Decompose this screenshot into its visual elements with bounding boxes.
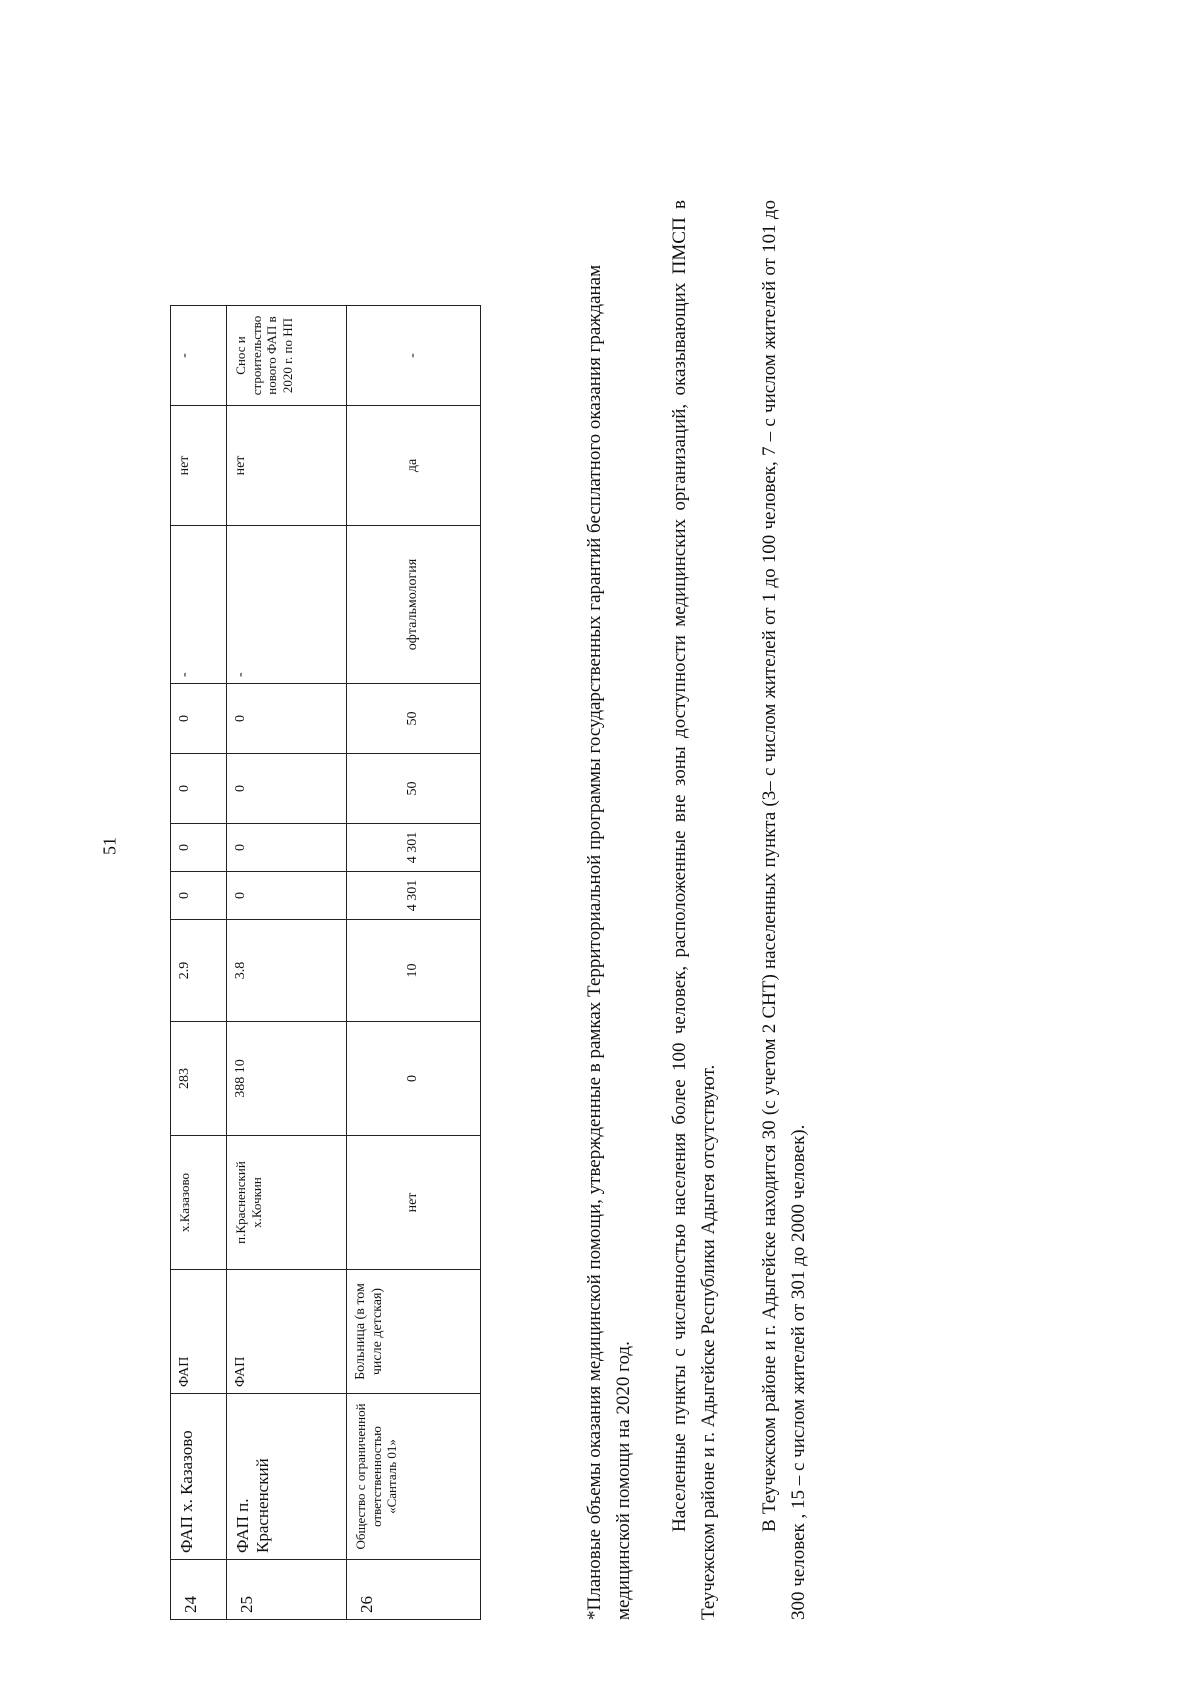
paragraph-zones: Населенные пункты с численностью населения более 100 человек, расположенные вне зоны доступности медицинских организаций, оказывающих ПМСП в Теучежском районе и г. Адыгейске Республики Адыгея отсутствуют. [669, 200, 720, 1620]
value-4: 0 [227, 684, 347, 754]
paragraph-settlements: В Теучежском районе и г. Адыгейске находится 30 (с учетом 2 СНТ) населенных пункта (3– с числом жителей от 1 до 100 человек, 7 – с числом жителей от 101 до 300 человек , 15 – с числом жителей от 301 до 2000 человек). [759, 200, 810, 1620]
facility-type: Больница (в том числе детская) [347, 1270, 481, 1394]
footnote-text: *Плановые объемы оказания медицинской помощи, утвержденные в рамках Территориальной программы государственных гарантий бесплатного оказания гражданам медицинской помощи на 2020 год. [584, 264, 635, 1620]
profile: - [171, 526, 227, 684]
row-number: 24 [171, 1560, 227, 1620]
flag: да [347, 406, 481, 526]
distance: 3.8 [227, 920, 347, 1022]
facility-type: ФАП [171, 1270, 227, 1394]
note: - [347, 306, 481, 406]
population: 283 [171, 1022, 227, 1136]
value-2: 4 301 [347, 824, 481, 872]
rotated-page-content [0, 160, 1000, 1660]
distance: 2.9 [171, 920, 227, 1022]
facility-name: ФАП п. Красненский [227, 1394, 347, 1560]
value-4: 0 [171, 684, 227, 754]
settlement: п.Красненский х.Кочкин [227, 1136, 347, 1270]
value-1: 0 [227, 872, 347, 920]
note: - [171, 306, 227, 406]
facility-type: ФАП [227, 1270, 347, 1394]
value-4: 50 [347, 684, 481, 754]
profile: офтальмология [347, 526, 481, 684]
value-1: 4 301 [347, 872, 481, 920]
table-row [347, 306, 481, 1620]
facility-name: Общество с ограниченной ответственностью «Санталь 01» [347, 1394, 481, 1560]
table-row [227, 306, 347, 1620]
settlement: х.Казазово [171, 1136, 227, 1270]
distance: 10 [347, 920, 481, 1022]
table-row [171, 306, 227, 1620]
facility-name: ФАП х. Казазово [171, 1394, 227, 1560]
note: Снос и строительство нового ФАП в 2020 г. по НП [227, 306, 347, 406]
value-2: 0 [171, 824, 227, 872]
settlement: нет [347, 1136, 481, 1270]
value-2: 0 [227, 824, 347, 872]
value-3: 0 [227, 754, 347, 824]
flag: нет [171, 406, 227, 526]
profile: - [227, 526, 347, 684]
population: 388 10 [227, 1022, 347, 1136]
value-3: 50 [347, 754, 481, 824]
row-number: 26 [347, 1560, 481, 1620]
row-number: 25 [227, 1560, 347, 1620]
page-number: 51 [99, 837, 120, 855]
facilities-table [170, 305, 481, 1620]
value-1: 0 [171, 872, 227, 920]
population: 0 [347, 1022, 481, 1136]
flag: нет [227, 406, 347, 526]
value-3: 0 [171, 754, 227, 824]
